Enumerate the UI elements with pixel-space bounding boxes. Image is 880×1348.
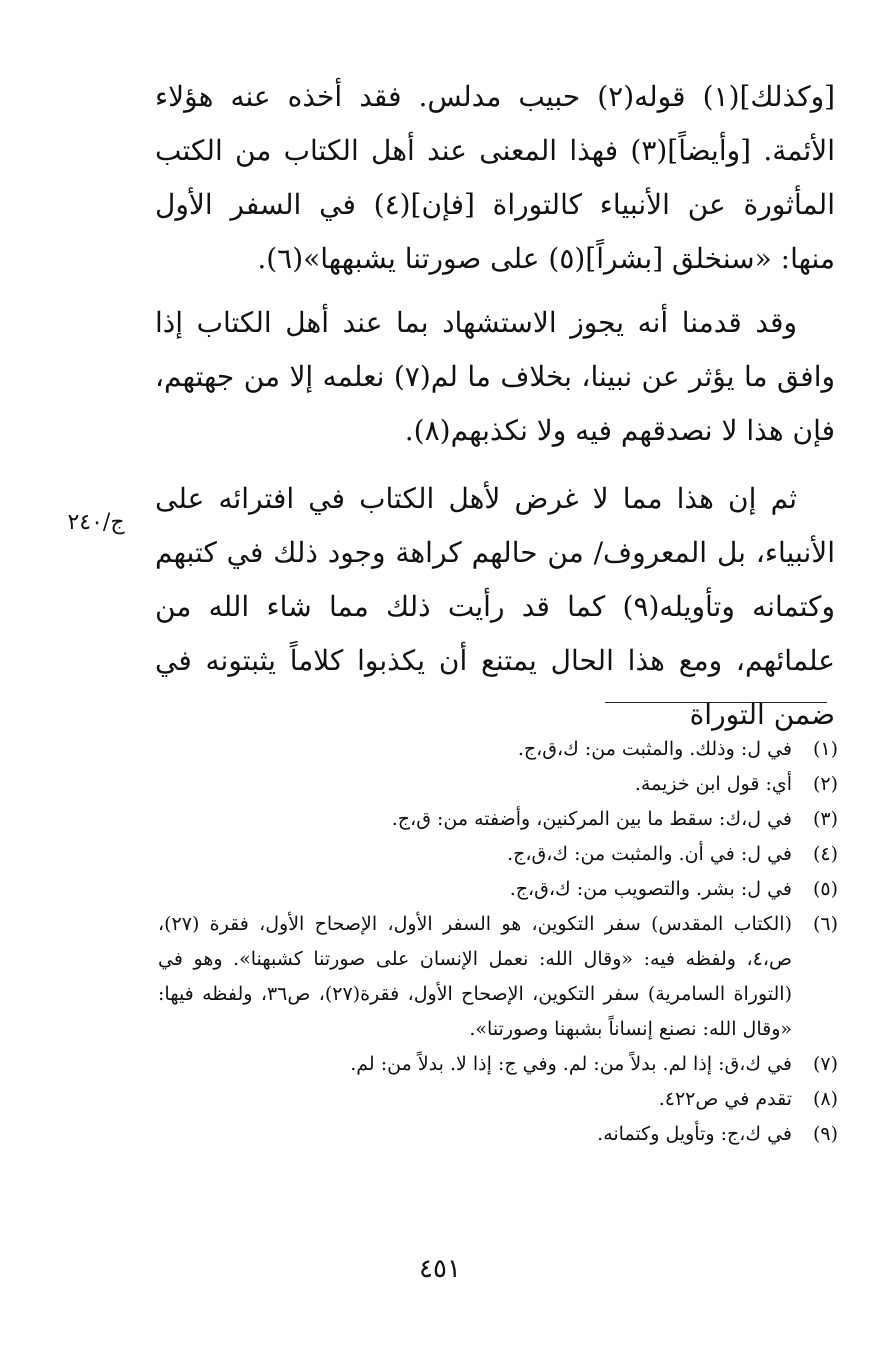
footnote-number: (٦): [812, 913, 838, 935]
footnote-7: [158, 1047, 838, 1082]
footnote-text: في ل: في أن. والمثبت من: ك،ق،ج.: [507, 843, 792, 865]
footnote-8: [158, 1082, 838, 1117]
footnote-9: [158, 1117, 838, 1152]
page-number: ٤٥١: [419, 1254, 461, 1284]
footnote-1: [158, 732, 838, 767]
footnote-text: (الكتاب المقدس) سفر التكوين، هو السفر الأول، الإصحاح الأول، فقرة (٢٧)، ص،٤، ولفظه فيه: «وقال الله: نعمل الإنسان على صورتنا كشبهنا». وهو في (التوراة السامرية) سفر التكوين، الإصحاح الأول، فقرة(٢٧)، ص٣٦، ولفظه فيها: «وقال الله: نصنع إنساناً بشبهنا وصورتنا».: [158, 913, 792, 1040]
margin-reference-note: ج/٢٤٠: [67, 510, 125, 535]
footnote-text: تقدم في ص٤٢٢.: [658, 1088, 792, 1110]
footnote-number: (٧): [812, 1053, 838, 1075]
footnote-text: في ل: بشر. والتصويب من: ك،ق،ج.: [509, 878, 792, 900]
footnote-text: أي: قول ابن خزيمة.: [634, 773, 792, 795]
footnote-number: (٤): [812, 843, 838, 865]
footnote-3: [158, 802, 838, 837]
main-text-body: [155, 70, 835, 756]
footnote-text: في ل،ك: سقط ما بين المركنين، وأضفته من: ق،ج.: [391, 808, 792, 830]
footnotes-section: [158, 732, 838, 1152]
footnote-number: (٢): [812, 773, 838, 795]
footnote-text: في ك،ق: إذا لم. بدلاً من: لم. وفي ج: إذا لا. بدلاً من: لم.: [350, 1053, 792, 1075]
footnote-text: في ك،ج: وتأويل وكتمانه.: [597, 1123, 792, 1145]
footnote-text: في ل: وذلك. والمثبت من: ك،ق،ج.: [517, 738, 792, 760]
paragraph-2: وقد قدمنا أنه يجوز الاستشهاد بما عند أهل الكتاب إذا وافق ما يؤثر عن نبينا، بخلاف ما لم(٧) نعلمه إلا من جهتهم، فإن هذا لا نصدقهم فيه ولا نكذبهم(٨).: [155, 306, 835, 447]
paragraph-3: ثم إن هذا مما لا غرض لأهل الكتاب في افترائه على الأنبياء، بل المعروف/ من حالهم كراهة وجود ذلك في كتبهم وكتمانه وتأويله(٩) كما قد رأيت ذلك مما شاء الله من علمائهم، ومع هذا الحال يمتنع أن يكذبوا كلاماً يثبتونه في ضمن التوراة: [155, 482, 835, 731]
footnote-number: (١): [812, 738, 838, 760]
footnote-number: (٥): [812, 878, 838, 900]
footnote-6: [158, 907, 838, 1047]
footnote-4: [158, 837, 838, 872]
footnote-2: [158, 767, 838, 802]
footnote-number: (٩): [812, 1123, 838, 1145]
footnote-number: (٣): [812, 808, 838, 830]
footnote-number: (٨): [812, 1088, 838, 1110]
paragraph-1: [وكذلك](١) قوله(٢) حبيب مدلس. فقد أخذه عنه هؤلاء الأئمة. [وأيضاً](٣) فهذا المعنى عند أهل الكتاب من الكتب المأثورة عن الأنبياء كالتوراة [فإن](٤) في السفر الأول منها: «سنخلق [بشراً](٥) على صورتنا يشبهها»(٦).: [155, 80, 836, 275]
footnote-5: [158, 872, 838, 907]
footnote-divider: [605, 702, 827, 703]
